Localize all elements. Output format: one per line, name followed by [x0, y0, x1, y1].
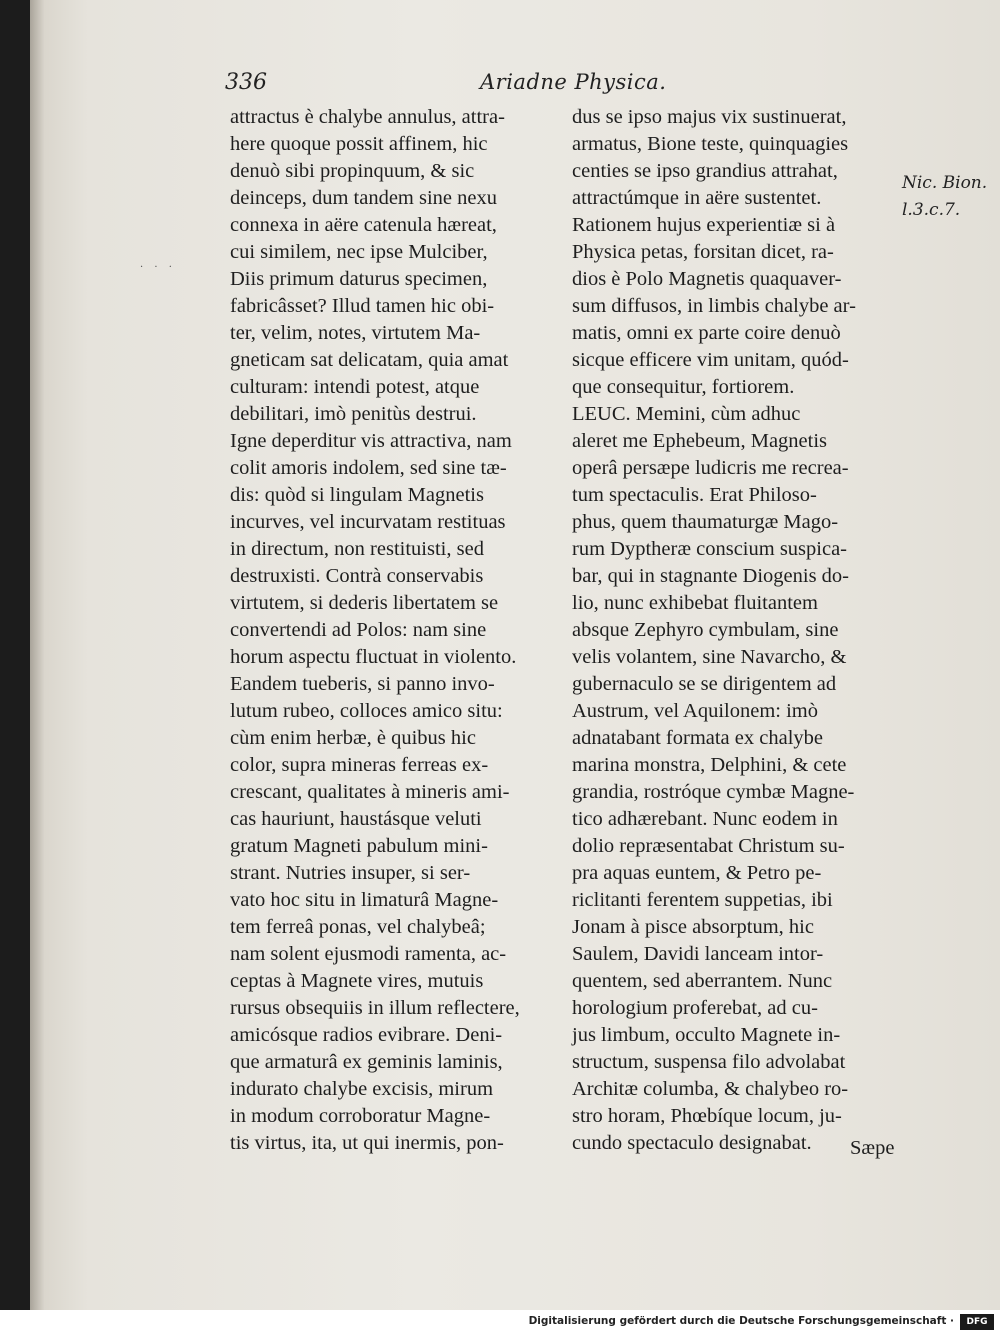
catchword: Sæpe [850, 1137, 895, 1159]
text-line: Rationem hujus experientiæ si à [572, 214, 836, 236]
text-line: Architæ columba, & chalybeo ro- [572, 1078, 849, 1100]
text-line: cundo spectaculo designabat. [572, 1132, 812, 1154]
page-header [225, 70, 925, 100]
text-line: grandia, rostróque cymbæ Magne- [572, 781, 855, 803]
text-line: attractúmque in aëre sustentet. [572, 187, 822, 209]
text-line: riclitanti ferentem suppetias, ibi [572, 889, 833, 911]
text-line: nam solent ejusmodi ramenta, ac- [230, 943, 507, 965]
text-line: attractus è chalybe annulus, attra- [230, 106, 505, 128]
text-line: Igne deperditur vis attractiva, nam [230, 430, 512, 452]
text-line: Eandem tueberis, si panno invo- [230, 673, 495, 695]
text-line: culturam: intendi potest, atque [230, 376, 480, 398]
text-line: in directum, non restituisti, sed [230, 538, 484, 560]
text-line: ter, velim, notes, virtutem Ma- [230, 322, 481, 344]
text-line: horologium proferebat, ad cu- [572, 997, 818, 1019]
text-line: marina monstra, Delphini, & cete [572, 754, 847, 776]
text-line: armatus, Bione teste, quinquagies [572, 133, 849, 155]
text-line: amicósque radios evibrare. Deni- [230, 1024, 503, 1046]
page-number: 336 [225, 70, 267, 95]
text-line: dios è Polo Magnetis quaquaver- [572, 268, 842, 290]
text-line: strant. Nutries insuper, si ser- [230, 862, 471, 884]
text-line: gubernaculo se se dirigentem ad [572, 673, 837, 695]
text-line: dis: quòd si lingulam Magnetis [230, 484, 484, 506]
marginal-citation [902, 170, 987, 224]
text-line: color, supra mineras ferreas ex- [230, 754, 489, 776]
running-head: Ariadne Physica. [480, 70, 667, 94]
text-line: Physica petas, forsitan dicet, ra- [572, 241, 834, 263]
text-line: cùm enim herbæ, è quibus hic [230, 727, 476, 749]
text-line: Saulem, Davidi lanceam intor- [572, 943, 824, 965]
text-line: colit amoris indolem, sed sine tæ- [230, 457, 507, 479]
text-line: dus se ipso majus vix sustinuerat, [572, 106, 847, 128]
text-line: debilitari, imò penitùs destrui. [230, 403, 477, 425]
text-line: crescant, qualitates à mineris ami- [230, 781, 510, 803]
ink-specks: · · · [140, 262, 176, 273]
text-line: quentem, sed aberrantem. Nunc [572, 970, 833, 992]
text-line: adnatabant formata ex chalybe [572, 727, 823, 749]
text-line: denuò sibi propinquum, & sic [230, 160, 475, 182]
text-line: absque Zephyro cymbulam, sine [572, 619, 839, 641]
footer-credit: Digitalisierung gefördert durch die Deutsche Forschungsgemeinschaft · [528, 1315, 954, 1327]
margin-note-line: Nic. Bion. [902, 173, 988, 193]
text-line: convertendi ad Polos: nam sine [230, 619, 487, 641]
text-line: tem ferreâ ponas, vel chalybeâ; [230, 916, 486, 938]
text-line: velis volantem, sine Navarcho, & [572, 646, 847, 668]
text-line: que consequitur, fortiorem. [572, 376, 795, 398]
digitization-footer [0, 1310, 1000, 1334]
text-line: tico adhærebant. Nunc eodem in [572, 808, 838, 830]
text-line: ceptas à Magnete vires, mutuis [230, 970, 484, 992]
text-line: connexa in aëre catenula hæreat, [230, 214, 497, 236]
text-line: stro horam, Phœbíque locum, ju- [572, 1105, 842, 1127]
text-line: centies se ipso grandius attrahat, [572, 160, 838, 182]
text-line: destruxisti. Contrà conservabis [230, 565, 484, 587]
dfg-logo: DFG [960, 1314, 994, 1330]
text-line: tis virtus, ita, ut qui inermis, pon- [230, 1132, 504, 1154]
text-line: aleret me Ephebeum, Magnetis [572, 430, 828, 452]
text-line: gratum Magneti pabulum mini- [230, 835, 488, 857]
text-line: deinceps, dum tandem sine nexu [230, 187, 498, 209]
text-line: pra aquas euntem, & Petro pe- [572, 862, 822, 884]
text-line: phus, quem thaumaturgæ Mago- [572, 511, 839, 533]
text-line: gneticam sat delicatam, quia amat [230, 349, 509, 371]
text-line: lio, nunc exhibebat fluitantem [572, 592, 818, 614]
text-line: LEUC. Memini, cùm adhuc [572, 403, 801, 425]
text-line: fabricâsset? Illud tamen hic obi- [230, 295, 495, 317]
text-line: que armaturâ ex geminis laminis, [230, 1051, 503, 1073]
text-line: matis, omni ex parte coire denuò [572, 322, 841, 344]
text-line: bar, qui in stagnante Diogenis do- [572, 565, 850, 587]
text-line: operâ persæpe ludicris me recrea- [572, 457, 849, 479]
text-line: indurato chalybe excisis, mirum [230, 1078, 494, 1100]
page-gutter [30, 0, 44, 1310]
text-line: Diis primum daturus specimen, [230, 268, 488, 290]
text-line: rursus obsequiis in illum reflectere, [230, 997, 520, 1019]
text-line: here quoque possit affinem, hic [230, 133, 488, 155]
text-line: in modum corroboratur Magne- [230, 1105, 491, 1127]
text-line: incurves, vel incurvatam restituas [230, 511, 506, 533]
text-line: virtutem, si dederis libertatem se [230, 592, 499, 614]
left-text-column [230, 104, 562, 1157]
text-line: vato hoc situ in limaturâ Magne- [230, 889, 499, 911]
text-line: cas hauriunt, haustásque veluti [230, 808, 482, 830]
text-line: Austrum, vel Aquilonem: imò [572, 700, 818, 722]
margin-note-line: l.3.c.7. [902, 200, 961, 220]
text-line: jus limbum, occulto Magnete in- [572, 1024, 841, 1046]
text-line: dolio repræsentabat Christum su- [572, 835, 845, 857]
right-text-column [572, 104, 904, 1157]
text-line: rum Dyptheræ conscium suspica- [572, 538, 847, 560]
text-line: sicque efficere vim unitam, quód- [572, 349, 849, 371]
text-line: tum spectaculis. Erat Philoso- [572, 484, 817, 506]
text-line: sum diffusos, in limbis chalybe ar- [572, 295, 856, 317]
text-line: horum aspectu fluctuat in violento. [230, 646, 517, 668]
text-line: Jonam à pisce absorptum, hic [572, 916, 814, 938]
text-line: cui similem, nec ipse Mulciber, [230, 241, 488, 263]
text-line: lutum rubeo, colloces amico situ: [230, 700, 503, 722]
text-line: structum, suspensa filo advolabat [572, 1051, 846, 1073]
